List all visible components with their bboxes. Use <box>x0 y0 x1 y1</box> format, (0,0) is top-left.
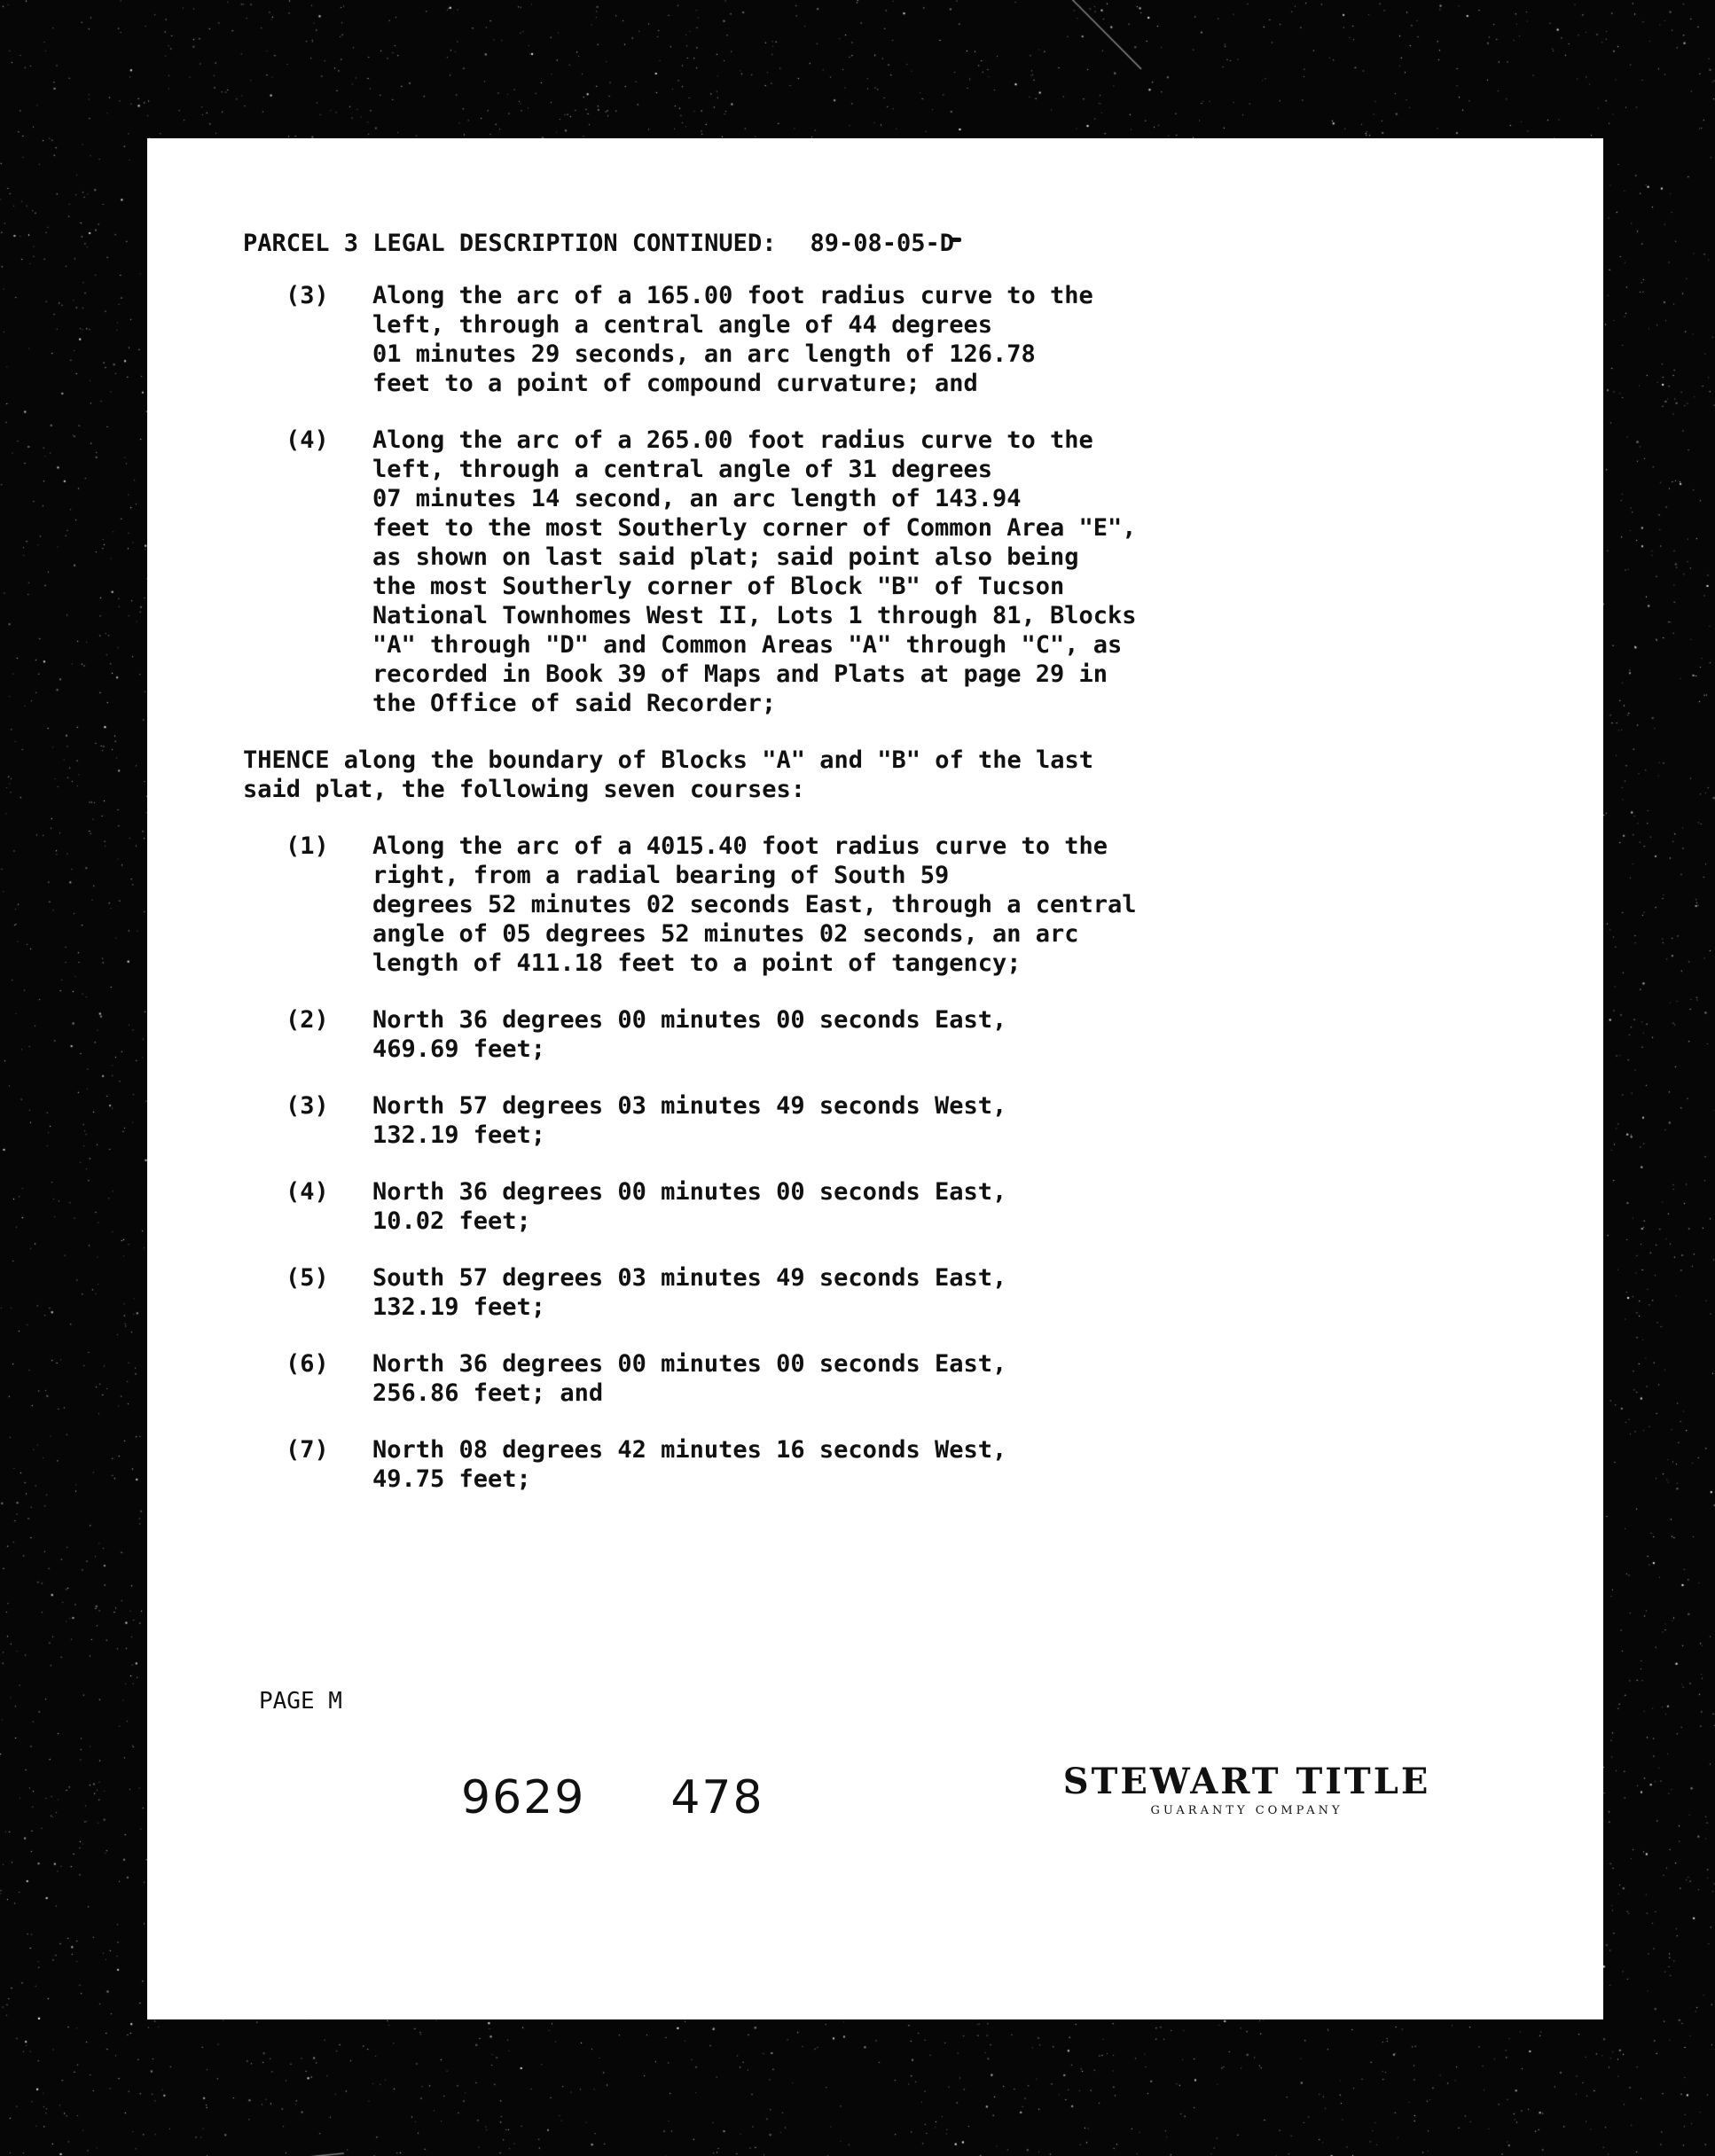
course-line: Along the arc of a 4015.40 foot radius curve to the <box>372 832 1108 860</box>
course-line: 469.69 feet; <box>372 1035 546 1063</box>
course-line: angle of 05 degrees 52 minutes 02 seconds, an arc <box>372 920 1079 948</box>
courses-list-seven <box>243 832 1396 1494</box>
legal-description <box>243 229 1396 1521</box>
course-number: (4) <box>286 1178 329 1206</box>
course-item <box>286 1263 1396 1322</box>
course-line: 49.75 feet; <box>372 1465 531 1493</box>
course-line: left, through a central angle of 31 degrees <box>372 456 992 483</box>
header-title: PARCEL 3 LEGAL DESCRIPTION CONTINUED: <box>243 230 777 257</box>
course-text <box>372 426 1396 718</box>
course-number: (2) <box>286 1006 329 1034</box>
courses-list-continued <box>243 281 1396 718</box>
course-line: 07 minutes 14 second, an arc length of 143.94 <box>372 485 1022 512</box>
course-line: North 36 degrees 00 minutes 00 seconds East, <box>372 1006 1007 1034</box>
course-text <box>372 1005 1396 1064</box>
course-line: "A" through "D" and Common Areas "A" through "C", as <box>372 631 1123 659</box>
thence-line: said plat, the following seven courses: <box>243 776 805 803</box>
course-number: (6) <box>286 1350 329 1378</box>
course-line: degrees 52 minutes 02 seconds East, through a central <box>372 891 1137 918</box>
course-text <box>372 1263 1396 1322</box>
header-id: 89-08-05-D <box>810 230 955 257</box>
course-line: Along the arc of a 165.00 foot radius curve to the <box>372 282 1093 309</box>
course-item <box>286 1091 1396 1150</box>
course-text <box>372 1091 1396 1150</box>
course-line: the Office of said Recorder; <box>372 690 777 717</box>
course-line: feet to the most Southerly corner of Common Area "E", <box>372 514 1137 542</box>
course-line: left, through a central angle of 44 degrees <box>372 311 992 339</box>
course-item <box>286 281 1396 398</box>
course-number: (3) <box>286 282 329 309</box>
course-number: (7) <box>286 1436 329 1464</box>
document-header <box>243 229 1396 258</box>
course-line: feet to a point of compound curvature; and <box>372 370 978 397</box>
course-number: (3) <box>286 1092 329 1120</box>
course-item <box>286 832 1396 978</box>
course-text <box>372 1177 1396 1236</box>
record-numbers <box>461 1771 850 1824</box>
course-line: Along the arc of a 265.00 foot radius curve to the <box>372 426 1093 454</box>
course-line: North 08 degrees 42 minutes 16 seconds West, <box>372 1436 1007 1464</box>
course-number: (5) <box>286 1264 329 1292</box>
course-line: the most Southerly corner of Block "B" of Tucson <box>372 573 1065 600</box>
course-line: 132.19 feet; <box>372 1121 546 1149</box>
logo-main-text: STEWART TITLE <box>1062 1761 1431 1802</box>
course-line: as shown on last said plat; said point also being <box>372 543 1079 571</box>
course-line: South 57 degrees 03 minutes 49 seconds East, <box>372 1264 1007 1292</box>
course-item <box>286 1177 1396 1236</box>
course-number: (1) <box>286 832 329 860</box>
record-number-book: 9629 <box>461 1771 586 1824</box>
course-text <box>372 1435 1396 1494</box>
thence-paragraph <box>243 746 1396 804</box>
course-line: 132.19 feet; <box>372 1293 546 1321</box>
course-line: 10.02 feet; <box>372 1207 531 1235</box>
course-item <box>286 1349 1396 1408</box>
course-line: 256.86 feet; and <box>372 1379 604 1407</box>
course-line: North 36 degrees 00 minutes 00 seconds East, <box>372 1350 1007 1378</box>
thence-line: THENCE along the boundary of Blocks "A" and "B" of the last <box>243 746 1094 774</box>
course-text <box>372 1349 1396 1408</box>
course-item <box>286 1005 1396 1064</box>
course-text <box>372 281 1396 398</box>
course-line: length of 411.18 feet to a point of tangency; <box>372 949 1022 977</box>
course-line: 01 minutes 29 seconds, an arc length of 126.78 <box>372 340 1036 368</box>
logo-sub-text: GUARANTY COMPANY <box>1150 1804 1343 1817</box>
page-label: PAGE M <box>259 1688 342 1715</box>
course-item <box>286 426 1396 718</box>
course-item <box>286 1435 1396 1494</box>
course-line: National Townhomes West II, Lots 1 through 81, Blocks <box>372 602 1137 629</box>
course-line: recorded in Book 39 of Maps and Plats at page 29 in <box>372 660 1108 688</box>
course-line: right, from a radial bearing of South 59 <box>372 862 950 889</box>
course-line: North 36 degrees 00 minutes 00 seconds East, <box>372 1178 1007 1206</box>
course-number: (4) <box>286 426 329 454</box>
record-number-page: 478 <box>670 1771 764 1824</box>
stewart-title-logo <box>1061 1761 1433 1817</box>
course-text <box>372 832 1396 978</box>
course-line: North 57 degrees 03 minutes 49 seconds West, <box>372 1092 1007 1120</box>
